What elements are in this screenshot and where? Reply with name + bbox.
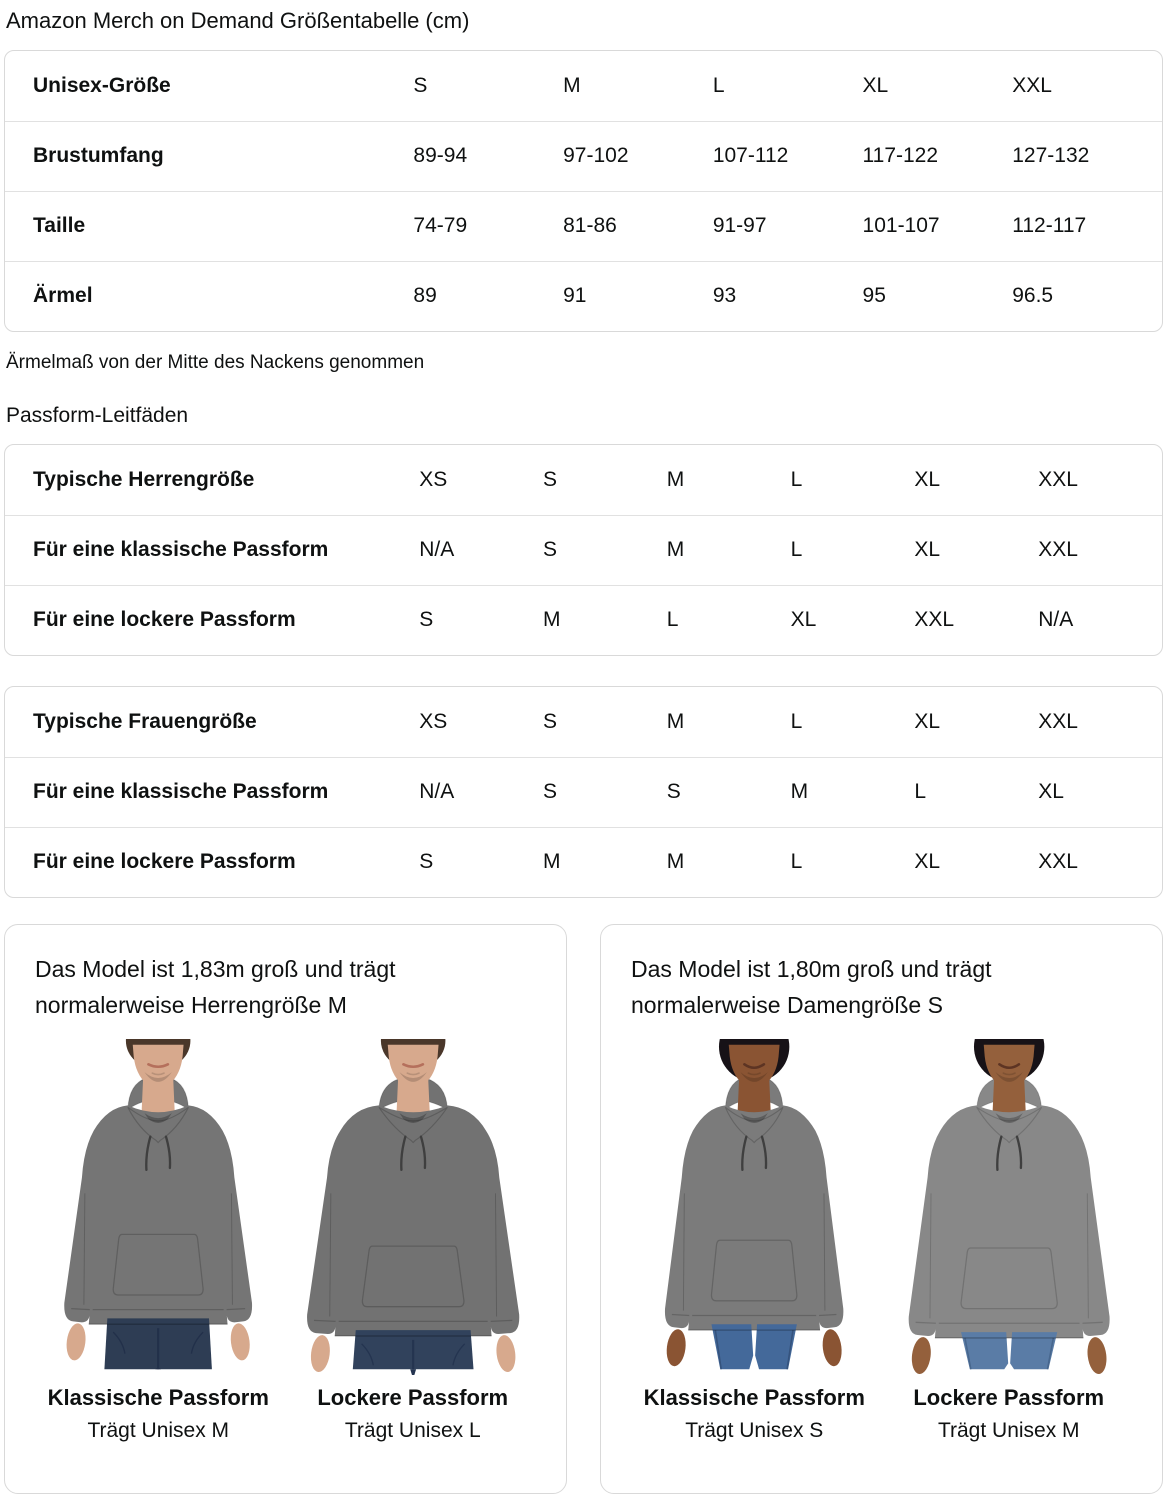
fit-section-title: Passform-Leitfäden <box>6 404 189 427</box>
size-cell: L <box>914 757 1038 827</box>
model-photo-loose-female <box>882 1039 1137 1375</box>
size-cell: XL <box>862 73 889 97</box>
size-cell: M <box>563 73 581 97</box>
size-cell: 96.5 <box>1012 261 1162 331</box>
model-description: Das Model ist 1,80m groß und trägt normalerweise Damengröße S <box>631 956 992 1018</box>
worn-size-label: Trägt Unisex M <box>87 1419 230 1442</box>
row-label: Für eine lockere Passform <box>5 827 419 897</box>
size-cell: L <box>791 515 915 585</box>
size-cell: M <box>667 827 791 897</box>
table-row <box>5 121 1162 191</box>
model-figures <box>627 1039 1136 1443</box>
row-label: Für eine lockere Passform <box>5 585 419 655</box>
model-cards-row <box>4 924 1163 1494</box>
table-row <box>5 757 1162 827</box>
size-cell: N/A <box>1038 585 1162 655</box>
size-cell: L <box>791 827 915 897</box>
size-cell: S <box>667 757 791 827</box>
row-label: Taille <box>5 191 413 261</box>
size-cell: M <box>543 585 667 655</box>
women-fit-table <box>4 686 1163 898</box>
fit-label: Klassische Passform <box>643 1385 865 1410</box>
table-row <box>5 51 1162 121</box>
size-cell: M <box>667 515 791 585</box>
size-cell: 107-112 <box>713 121 863 191</box>
size-cell: M <box>543 827 667 897</box>
row-label: Unisex-Größe <box>33 73 171 97</box>
size-cell: S <box>419 827 543 897</box>
table-row <box>5 261 1162 331</box>
size-cell: 97-102 <box>563 121 713 191</box>
table-row <box>5 585 1162 655</box>
classic-fit-figure <box>31 1039 286 1443</box>
size-cell: 89-94 <box>413 121 563 191</box>
size-cell: 89 <box>413 261 563 331</box>
loose-fit-figure <box>286 1039 541 1443</box>
sleeve-measure-note: Ärmelmaß von der Mitte des Nackens genommen <box>6 352 425 373</box>
size-cell: S <box>543 467 558 491</box>
model-photo-loose-male <box>286 1039 541 1375</box>
model-description: Das Model ist 1,83m groß und trägt normalerweise Herrengröße M <box>35 956 396 1018</box>
classic-fit-figure <box>627 1039 882 1443</box>
row-label: Für eine klassische Passform <box>5 515 419 585</box>
size-cell: XXL <box>1012 73 1052 97</box>
men-fit-table <box>4 444 1163 656</box>
table-row <box>5 687 1162 757</box>
size-cell: XS <box>419 467 448 491</box>
worn-size-label: Trägt Unisex M <box>937 1419 1080 1442</box>
loose-fit-figure <box>882 1039 1137 1443</box>
size-cell: XL <box>914 515 1038 585</box>
size-cell: 112-117 <box>1012 191 1162 261</box>
size-cell: 91 <box>563 261 713 331</box>
table-row <box>5 827 1162 897</box>
table-row <box>5 515 1162 585</box>
size-cell: 74-79 <box>413 191 563 261</box>
size-cell: M <box>791 757 915 827</box>
size-cell: 91-97 <box>713 191 863 261</box>
size-cell: S <box>543 515 667 585</box>
size-cell: N/A <box>419 757 543 827</box>
size-cell: 127-132 <box>1012 121 1162 191</box>
size-cell: XL <box>914 827 1038 897</box>
size-cell: XXL <box>1038 515 1162 585</box>
model-photo-classic-female <box>627 1039 882 1375</box>
row-label: Brustumfang <box>5 121 413 191</box>
size-cell: 93 <box>713 261 863 331</box>
size-cell: XXL <box>1038 709 1078 733</box>
table-row <box>5 191 1162 261</box>
size-cell: S <box>413 73 428 97</box>
size-cell: L <box>712 73 725 97</box>
size-cell: XL <box>914 709 941 733</box>
size-cell: XL <box>914 467 941 491</box>
size-cell: 81-86 <box>563 191 713 261</box>
size-cell: L <box>790 467 803 491</box>
size-cell: XXL <box>1038 467 1078 491</box>
fit-label: Lockere Passform <box>317 1385 509 1410</box>
fit-label: Klassische Passform <box>47 1385 269 1410</box>
model-figures <box>31 1039 540 1443</box>
size-cell: XXL <box>914 585 1038 655</box>
worn-size-label: Trägt Unisex S <box>685 1419 824 1442</box>
size-cell: 101-107 <box>863 191 1013 261</box>
size-cell: S <box>543 757 667 827</box>
model-photo-classic-male <box>31 1039 286 1375</box>
row-label: Typische Frauengröße <box>33 709 257 733</box>
size-cell: XXL <box>1038 827 1162 897</box>
size-cell: L <box>790 709 803 733</box>
row-label: Ärmel <box>5 261 413 331</box>
size-cell: XL <box>791 585 915 655</box>
size-cell: S <box>543 709 558 733</box>
page-title: Amazon Merch on Demand Größentabelle (cm) <box>6 8 470 33</box>
row-label: Typische Herrengröße <box>33 467 255 491</box>
row-label: Für eine klassische Passform <box>5 757 419 827</box>
size-cell: XS <box>419 709 448 733</box>
size-cell: M <box>666 467 685 491</box>
size-cell: 117-122 <box>863 121 1013 191</box>
unisex-size-table <box>4 50 1163 332</box>
worn-size-label: Trägt Unisex L <box>344 1419 481 1442</box>
female-model-card <box>600 924 1163 1494</box>
size-cell: M <box>666 709 685 733</box>
size-cell: 95 <box>863 261 1013 331</box>
size-cell: XL <box>1038 757 1162 827</box>
size-cell: N/A <box>419 515 543 585</box>
size-cell: S <box>419 585 543 655</box>
male-model-card <box>4 924 567 1494</box>
size-cell: L <box>667 585 791 655</box>
table-row <box>5 445 1162 515</box>
fit-label: Lockere Passform <box>913 1385 1105 1410</box>
